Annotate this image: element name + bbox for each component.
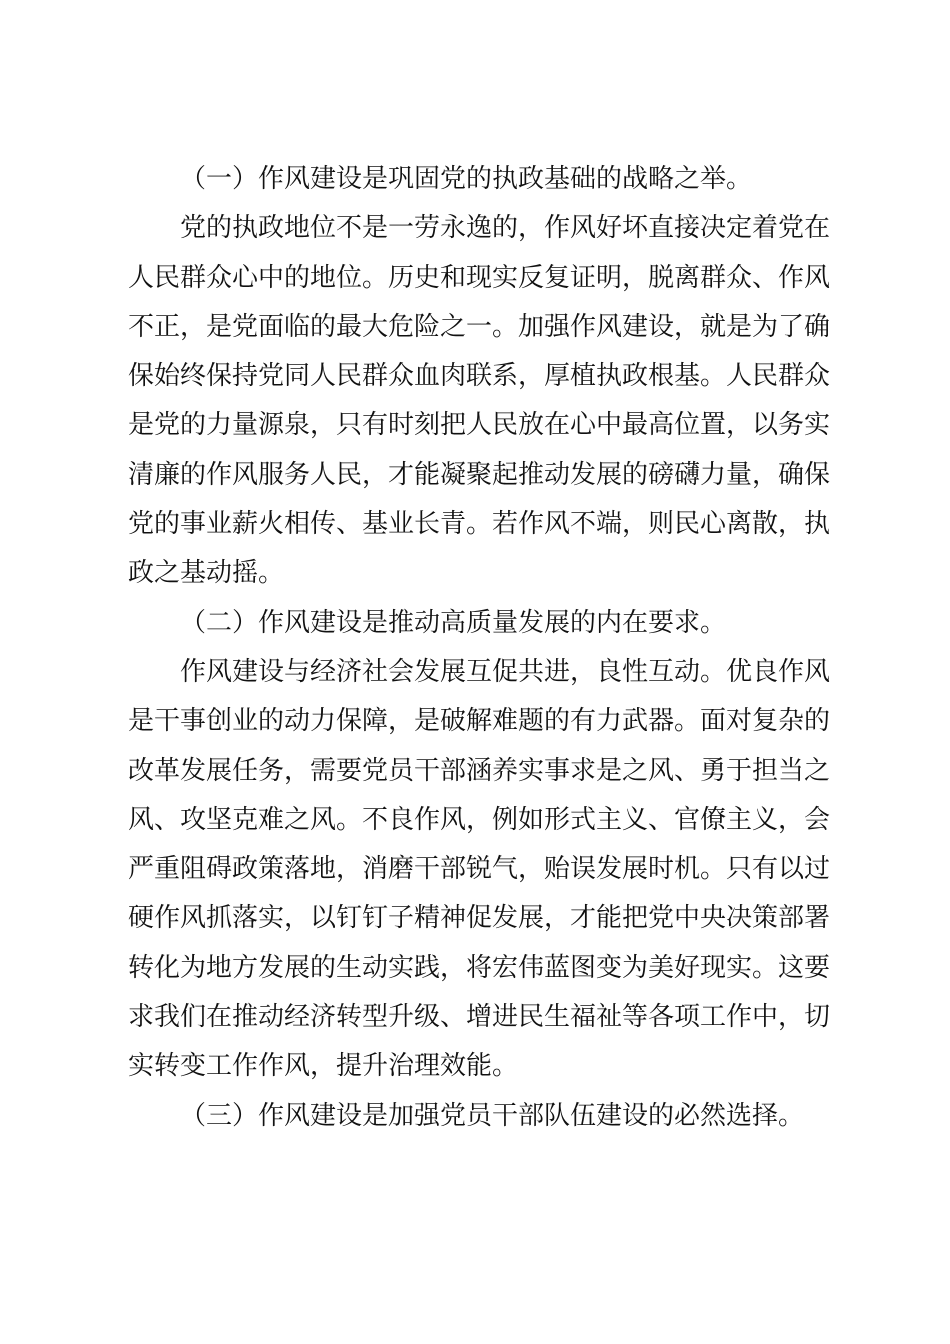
document-body (128, 155, 830, 1141)
section-heading-1: （一）作风建设是巩固党的执政基础的战略之举。 (180, 164, 753, 194)
section-heading-3: （三）作风建设是加强党员干部队伍建设的必然选择。 (180, 1100, 805, 1131)
body-paragraph-1: 党的执政地位不是一劳永逸的，作风好坏直接决定着党在人民群众心中的地位。历史和现实反复证明，脱离群众、作风不正，是党面临的最大危险之一。加强作风建设，就是为了确保始终保持党同人民群众血肉联系，厚植执政根基。人民群众是党的力量源泉，只有时刻把人民放在心中最高位置，以务实清廉的作风服务人民，才能凝聚起推动发展的磅礴力量，确保党的事业薪火相传、基业长青。若作风不端，则民心离散，执政之基动摇。 (128, 213, 831, 589)
body-paragraph-2: 作风建设与经济社会发展互促共进，良性互动。优良作风是干事创业的动力保障，是破解难题的有力武器。面对复杂的改革发展任务，需要党员干部涵养实事求是之风、勇于担当之风、攻坚克难之风。不良作风，例如形式主义、官僚主义，会严重阻碍政策落地，消磨干部锐气，贻误发展时机。只有以过硬作风抓落实，以钉钉子精神促发展，才能把党中央决策部署转化为地方发展的生动实践，将宏伟蓝图变为美好现实。这要求我们在推动经济转型升级、增进民生福祉等各项工作中，切实转变工作作风，提升治理效能。 (128, 656, 831, 1082)
section-heading-2: （二）作风建设是推动高质量发展的内在要求。 (180, 607, 727, 638)
